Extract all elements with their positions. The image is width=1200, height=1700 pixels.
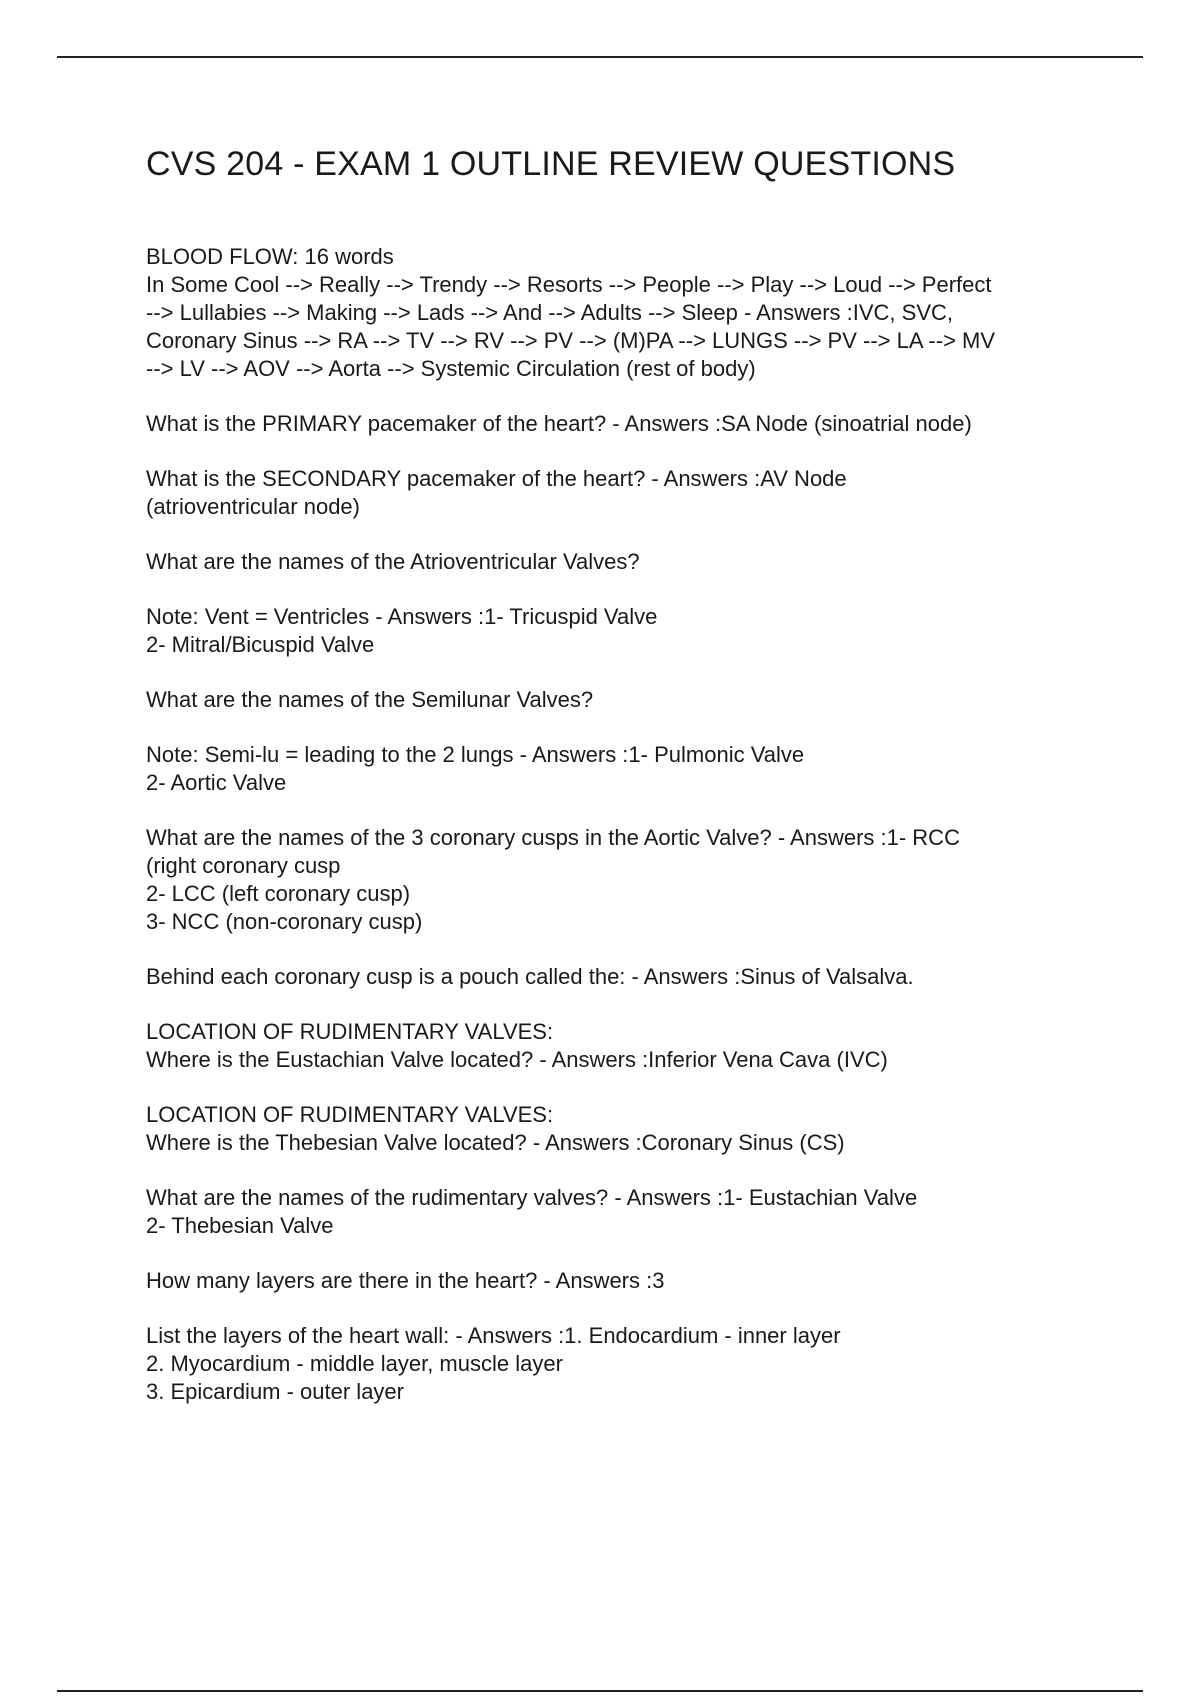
qa-line: Where is the Eustachian Valve located? - Answers :Inferior Vena Cava (IVC) [146, 1047, 888, 1072]
qa-item [146, 603, 1106, 659]
qa-line: 3- NCC (non-coronary cusp) [146, 909, 423, 934]
qa-line: In Some Cool --> Really --> Trendy --> Resorts --> People --> Play --> Loud --> Perfect [146, 272, 992, 297]
qa-line: What are the names of the Atrioventricular Valves? [146, 549, 640, 574]
document-body [146, 243, 1106, 1433]
qa-item [146, 1267, 1106, 1295]
qa-line: Note: Semi-lu = leading to the 2 lungs - Answers :1- Pulmonic Valve [146, 742, 805, 767]
qa-line: Coronary Sinus --> RA --> TV --> RV --> PV --> (M)PA --> LUNGS --> PV --> LA --> MV [146, 328, 996, 353]
qa-item [146, 741, 1106, 797]
qa-line: --> LV --> AOV --> Aorta --> Systemic Circulation (rest of body) [146, 356, 756, 381]
qa-line: What are the names of the rudimentary valves? - Answers :1- Eustachian Valve [146, 1185, 918, 1210]
qa-line: List the layers of the heart wall: - Answers :1. Endocardium - inner layer [146, 1323, 841, 1348]
qa-line: 2. Myocardium - middle layer, muscle layer [146, 1351, 563, 1376]
qa-item [146, 1184, 1106, 1240]
qa-line: 2- Mitral/Bicuspid Valve [146, 632, 375, 657]
qa-line: What is the PRIMARY pacemaker of the heart? - Answers :SA Node (sinoatrial node) [146, 411, 972, 436]
qa-line: Note: Vent = Ventricles - Answers :1- Tricuspid Valve [146, 604, 658, 629]
qa-line: BLOOD FLOW: 16 words [146, 244, 394, 269]
header-rule [57, 56, 1143, 58]
qa-item [146, 243, 1106, 383]
qa-line: How many layers are there in the heart? - Answers :3 [146, 1268, 665, 1293]
qa-line: 2- LCC (left coronary cusp) [146, 881, 411, 906]
qa-line: LOCATION OF RUDIMENTARY VALVES: [146, 1019, 554, 1044]
qa-item [146, 465, 1106, 521]
qa-item [146, 1018, 1106, 1074]
qa-line: What are the names of the Semilunar Valves? [146, 687, 594, 712]
qa-item [146, 686, 1106, 714]
qa-item [146, 548, 1106, 576]
qa-line: LOCATION OF RUDIMENTARY VALVES: [146, 1102, 554, 1127]
qa-item [146, 1101, 1106, 1157]
qa-line: Behind each coronary cusp is a pouch called the: - Answers :Sinus of Valsalva. [146, 964, 914, 989]
qa-line: (atrioventricular node) [146, 494, 360, 519]
qa-line: 2- Aortic Valve [146, 770, 287, 795]
qa-line: Where is the Thebesian Valve located? - Answers :Coronary Sinus (CS) [146, 1130, 845, 1155]
qa-item [146, 824, 1106, 936]
qa-item [146, 963, 1106, 991]
qa-line: (right coronary cusp [146, 853, 341, 878]
qa-line: What are the names of the 3 coronary cusps in the Aortic Valve? - Answers :1- RCC [146, 825, 960, 850]
qa-item [146, 1322, 1106, 1406]
qa-line: --> Lullabies --> Making --> Lads --> And --> Adults --> Sleep - Answers :IVC, SVC, [146, 300, 953, 325]
qa-line: 2- Thebesian Valve [146, 1213, 334, 1238]
qa-item [146, 410, 1106, 438]
qa-line: 3. Epicardium - outer layer [146, 1379, 404, 1404]
document-title: CVS 204 - EXAM 1 OUTLINE REVIEW QUESTIONS [146, 145, 956, 183]
footer-rule [57, 1690, 1143, 1692]
qa-line: What is the SECONDARY pacemaker of the heart? - Answers :AV Node [146, 466, 847, 491]
